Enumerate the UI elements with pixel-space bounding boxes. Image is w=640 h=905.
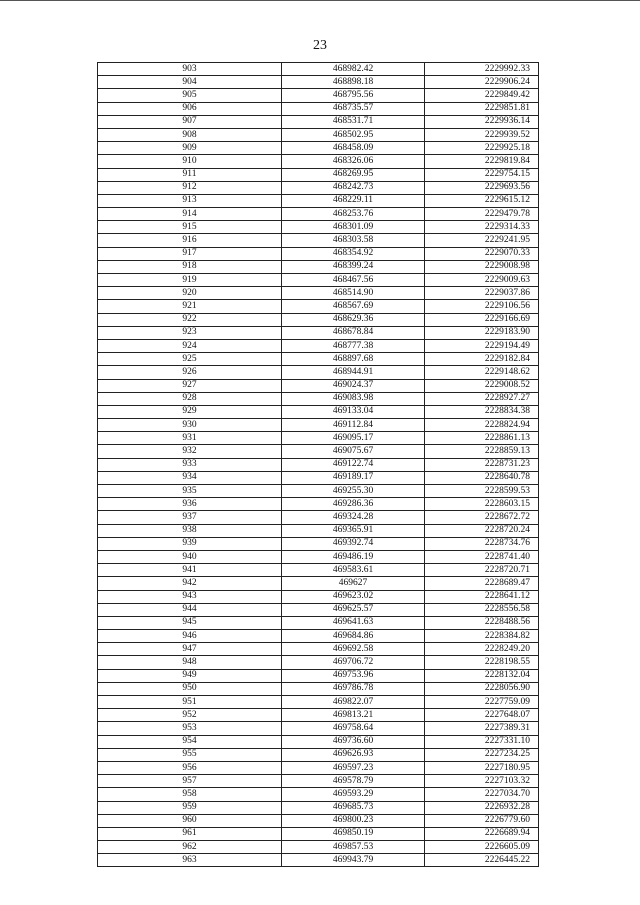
point-number-cell: 904 bbox=[98, 76, 282, 89]
point-number-cell: 947 bbox=[98, 643, 282, 656]
y-coordinate-cell: 2229939.52 bbox=[425, 128, 539, 141]
table-row bbox=[98, 379, 539, 392]
x-coordinate-cell: 469857.53 bbox=[282, 841, 425, 854]
table-row bbox=[98, 128, 539, 141]
table-row bbox=[98, 841, 539, 854]
y-coordinate-cell: 2229106.56 bbox=[425, 300, 539, 313]
point-number-cell: 903 bbox=[98, 63, 282, 76]
y-coordinate-cell: 2229992.33 bbox=[425, 63, 539, 76]
x-coordinate-cell: 469095.17 bbox=[282, 432, 425, 445]
table-row bbox=[98, 630, 539, 643]
x-coordinate-cell: 468467.56 bbox=[282, 274, 425, 287]
table-row bbox=[98, 735, 539, 748]
table-row bbox=[98, 221, 539, 234]
table-row bbox=[98, 511, 539, 524]
point-number-cell: 912 bbox=[98, 181, 282, 194]
table-row bbox=[98, 550, 539, 563]
point-number-cell: 949 bbox=[98, 669, 282, 682]
point-number-cell: 950 bbox=[98, 682, 282, 695]
point-number-cell: 929 bbox=[98, 405, 282, 418]
x-coordinate-cell: 469627 bbox=[282, 577, 425, 590]
x-coordinate-cell: 469189.17 bbox=[282, 471, 425, 484]
table-row bbox=[98, 722, 539, 735]
y-coordinate-cell: 2229906.24 bbox=[425, 76, 539, 89]
point-number-cell: 910 bbox=[98, 155, 282, 168]
y-coordinate-cell: 2228249.20 bbox=[425, 643, 539, 656]
x-coordinate-cell: 468982.42 bbox=[282, 63, 425, 76]
y-coordinate-cell: 2228720.71 bbox=[425, 564, 539, 577]
table-row bbox=[98, 827, 539, 840]
y-coordinate-cell: 2228741.40 bbox=[425, 550, 539, 563]
x-coordinate-cell: 469625.57 bbox=[282, 603, 425, 616]
point-number-cell: 958 bbox=[98, 788, 282, 801]
point-number-cell: 942 bbox=[98, 577, 282, 590]
table-row bbox=[98, 656, 539, 669]
y-coordinate-cell: 2229241.95 bbox=[425, 234, 539, 247]
y-coordinate-cell: 2228672.72 bbox=[425, 511, 539, 524]
y-coordinate-cell: 2228861.13 bbox=[425, 432, 539, 445]
table-row bbox=[98, 432, 539, 445]
y-coordinate-cell: 2229070.33 bbox=[425, 247, 539, 260]
y-coordinate-cell: 2229849.42 bbox=[425, 89, 539, 102]
point-number-cell: 913 bbox=[98, 194, 282, 207]
point-number-cell: 919 bbox=[98, 274, 282, 287]
table-row bbox=[98, 274, 539, 287]
table-row bbox=[98, 339, 539, 352]
x-coordinate-cell: 469786.78 bbox=[282, 682, 425, 695]
y-coordinate-cell: 2229037.86 bbox=[425, 287, 539, 300]
x-coordinate-cell: 469736.60 bbox=[282, 735, 425, 748]
y-coordinate-cell: 2228056.90 bbox=[425, 682, 539, 695]
y-coordinate-cell: 2228824.94 bbox=[425, 419, 539, 432]
point-number-cell: 928 bbox=[98, 392, 282, 405]
y-coordinate-cell: 2228689.47 bbox=[425, 577, 539, 590]
y-coordinate-cell: 2228603.15 bbox=[425, 498, 539, 511]
table-row bbox=[98, 577, 539, 590]
point-number-cell: 935 bbox=[98, 485, 282, 498]
x-coordinate-cell: 469255.30 bbox=[282, 485, 425, 498]
x-coordinate-cell: 468567.69 bbox=[282, 300, 425, 313]
y-coordinate-cell: 2227759.09 bbox=[425, 696, 539, 709]
x-coordinate-cell: 469578.79 bbox=[282, 775, 425, 788]
y-coordinate-cell: 2227389.31 bbox=[425, 722, 539, 735]
y-coordinate-cell: 2229851.81 bbox=[425, 102, 539, 115]
y-coordinate-cell: 2226932.28 bbox=[425, 801, 539, 814]
table-row bbox=[98, 603, 539, 616]
point-number-cell: 930 bbox=[98, 419, 282, 432]
table-row bbox=[98, 616, 539, 629]
x-coordinate-cell: 468354.92 bbox=[282, 247, 425, 260]
table-row bbox=[98, 63, 539, 76]
x-coordinate-cell: 468253.76 bbox=[282, 208, 425, 221]
x-coordinate-cell: 468399.24 bbox=[282, 260, 425, 273]
x-coordinate-cell: 469133.04 bbox=[282, 405, 425, 418]
x-coordinate-cell: 469706.72 bbox=[282, 656, 425, 669]
y-coordinate-cell: 2226689.94 bbox=[425, 827, 539, 840]
point-number-cell: 939 bbox=[98, 537, 282, 550]
point-number-cell: 954 bbox=[98, 735, 282, 748]
x-coordinate-cell: 468531.71 bbox=[282, 115, 425, 128]
x-coordinate-cell: 469486.19 bbox=[282, 550, 425, 563]
y-coordinate-cell: 2228859.13 bbox=[425, 445, 539, 458]
y-coordinate-cell: 2229615.12 bbox=[425, 194, 539, 207]
point-number-cell: 907 bbox=[98, 115, 282, 128]
x-coordinate-cell: 469286.36 bbox=[282, 498, 425, 511]
point-number-cell: 933 bbox=[98, 458, 282, 471]
x-coordinate-cell: 468303.58 bbox=[282, 234, 425, 247]
point-number-cell: 920 bbox=[98, 287, 282, 300]
y-coordinate-cell: 2228488.56 bbox=[425, 616, 539, 629]
x-coordinate-cell: 469583.61 bbox=[282, 564, 425, 577]
x-coordinate-cell: 469392.74 bbox=[282, 537, 425, 550]
y-coordinate-cell: 2228834.38 bbox=[425, 405, 539, 418]
point-number-cell: 916 bbox=[98, 234, 282, 247]
x-coordinate-cell: 469685.73 bbox=[282, 801, 425, 814]
point-number-cell: 924 bbox=[98, 339, 282, 352]
x-coordinate-cell: 468326.06 bbox=[282, 155, 425, 168]
point-number-cell: 905 bbox=[98, 89, 282, 102]
point-number-cell: 941 bbox=[98, 564, 282, 577]
page-number: 23 bbox=[313, 38, 327, 53]
table-row bbox=[98, 445, 539, 458]
table-row bbox=[98, 643, 539, 656]
table-row bbox=[98, 326, 539, 339]
y-coordinate-cell: 2228132.04 bbox=[425, 669, 539, 682]
x-coordinate-cell: 469758.64 bbox=[282, 722, 425, 735]
y-coordinate-cell: 2229008.98 bbox=[425, 260, 539, 273]
x-coordinate-cell: 468629.36 bbox=[282, 313, 425, 326]
y-coordinate-cell: 2229182.84 bbox=[425, 353, 539, 366]
y-coordinate-cell: 2229754.15 bbox=[425, 168, 539, 181]
table-row bbox=[98, 696, 539, 709]
point-number-cell: 951 bbox=[98, 696, 282, 709]
point-number-cell: 934 bbox=[98, 471, 282, 484]
table-row bbox=[98, 142, 539, 155]
y-coordinate-cell: 2227648.07 bbox=[425, 709, 539, 722]
table-row bbox=[98, 194, 539, 207]
point-number-cell: 953 bbox=[98, 722, 282, 735]
table-row bbox=[98, 788, 539, 801]
y-coordinate-cell: 2228731.23 bbox=[425, 458, 539, 471]
x-coordinate-cell: 468502.95 bbox=[282, 128, 425, 141]
table-row bbox=[98, 115, 539, 128]
point-number-cell: 926 bbox=[98, 366, 282, 379]
x-coordinate-cell: 468229.11 bbox=[282, 194, 425, 207]
point-number-cell: 943 bbox=[98, 590, 282, 603]
x-coordinate-cell: 469813.21 bbox=[282, 709, 425, 722]
table-row bbox=[98, 392, 539, 405]
table-row bbox=[98, 801, 539, 814]
x-coordinate-cell: 469075.67 bbox=[282, 445, 425, 458]
table-row bbox=[98, 564, 539, 577]
y-coordinate-cell: 2228384.82 bbox=[425, 630, 539, 643]
x-coordinate-cell: 468458.09 bbox=[282, 142, 425, 155]
point-number-cell: 922 bbox=[98, 313, 282, 326]
point-number-cell: 955 bbox=[98, 748, 282, 761]
y-coordinate-cell: 2228198.55 bbox=[425, 656, 539, 669]
point-number-cell: 944 bbox=[98, 603, 282, 616]
x-coordinate-cell: 468897.68 bbox=[282, 353, 425, 366]
point-number-cell: 940 bbox=[98, 550, 282, 563]
y-coordinate-cell: 2227103.32 bbox=[425, 775, 539, 788]
point-number-cell: 906 bbox=[98, 102, 282, 115]
point-number-cell: 918 bbox=[98, 260, 282, 273]
x-coordinate-cell: 469822.07 bbox=[282, 696, 425, 709]
table-row bbox=[98, 181, 539, 194]
y-coordinate-cell: 2229479.78 bbox=[425, 208, 539, 221]
y-coordinate-cell: 2228927.27 bbox=[425, 392, 539, 405]
y-coordinate-cell: 2229819.84 bbox=[425, 155, 539, 168]
x-coordinate-cell: 469850.19 bbox=[282, 827, 425, 840]
table-row bbox=[98, 208, 539, 221]
x-coordinate-cell: 468242.73 bbox=[282, 181, 425, 194]
table-row bbox=[98, 682, 539, 695]
y-coordinate-cell: 2226445.22 bbox=[425, 854, 539, 867]
x-coordinate-cell: 469122.74 bbox=[282, 458, 425, 471]
x-coordinate-cell: 468735.57 bbox=[282, 102, 425, 115]
table-row bbox=[98, 234, 539, 247]
y-coordinate-cell: 2227234.25 bbox=[425, 748, 539, 761]
point-number-cell: 956 bbox=[98, 761, 282, 774]
y-coordinate-cell: 2229194.49 bbox=[425, 339, 539, 352]
table-row bbox=[98, 405, 539, 418]
point-number-cell: 946 bbox=[98, 630, 282, 643]
point-number-cell: 915 bbox=[98, 221, 282, 234]
point-number-cell: 961 bbox=[98, 827, 282, 840]
y-coordinate-cell: 2229148.62 bbox=[425, 366, 539, 379]
table-row bbox=[98, 775, 539, 788]
table-row bbox=[98, 155, 539, 168]
table-row bbox=[98, 260, 539, 273]
x-coordinate-cell: 469684.86 bbox=[282, 630, 425, 643]
point-number-cell: 927 bbox=[98, 379, 282, 392]
y-coordinate-cell: 2228720.24 bbox=[425, 524, 539, 537]
x-coordinate-cell: 468944.91 bbox=[282, 366, 425, 379]
x-coordinate-cell: 468777.38 bbox=[282, 339, 425, 352]
y-coordinate-cell: 2228734.76 bbox=[425, 537, 539, 550]
table-row bbox=[98, 498, 539, 511]
x-coordinate-cell: 469365.91 bbox=[282, 524, 425, 537]
table-row bbox=[98, 524, 539, 537]
y-coordinate-cell: 2227034.70 bbox=[425, 788, 539, 801]
point-number-cell: 923 bbox=[98, 326, 282, 339]
table-row bbox=[98, 168, 539, 181]
x-coordinate-cell: 469112.84 bbox=[282, 419, 425, 432]
y-coordinate-cell: 2226605.09 bbox=[425, 841, 539, 854]
y-coordinate-cell: 2227180.95 bbox=[425, 761, 539, 774]
y-coordinate-cell: 2228641.12 bbox=[425, 590, 539, 603]
y-coordinate-cell: 2229314.33 bbox=[425, 221, 539, 234]
x-coordinate-cell: 469641.63 bbox=[282, 616, 425, 629]
point-number-cell: 921 bbox=[98, 300, 282, 313]
x-coordinate-cell: 469597.23 bbox=[282, 761, 425, 774]
table-row bbox=[98, 76, 539, 89]
point-number-cell: 911 bbox=[98, 168, 282, 181]
table-row bbox=[98, 300, 539, 313]
point-number-cell: 960 bbox=[98, 814, 282, 827]
table-row bbox=[98, 669, 539, 682]
x-coordinate-cell: 469324.28 bbox=[282, 511, 425, 524]
point-number-cell: 908 bbox=[98, 128, 282, 141]
point-number-cell: 963 bbox=[98, 854, 282, 867]
point-number-cell: 932 bbox=[98, 445, 282, 458]
x-coordinate-cell: 468514.90 bbox=[282, 287, 425, 300]
y-coordinate-cell: 2227331.10 bbox=[425, 735, 539, 748]
table-row bbox=[98, 313, 539, 326]
coordinate-table bbox=[97, 62, 539, 867]
table-row bbox=[98, 471, 539, 484]
point-number-cell: 948 bbox=[98, 656, 282, 669]
table-row bbox=[98, 814, 539, 827]
x-coordinate-cell: 468301.09 bbox=[282, 221, 425, 234]
x-coordinate-cell: 468678.84 bbox=[282, 326, 425, 339]
table-row bbox=[98, 419, 539, 432]
table-row bbox=[98, 485, 539, 498]
y-coordinate-cell: 2226779.60 bbox=[425, 814, 539, 827]
x-coordinate-cell: 469593.29 bbox=[282, 788, 425, 801]
top-rule bbox=[0, 0, 640, 1]
y-coordinate-cell: 2228640.78 bbox=[425, 471, 539, 484]
point-number-cell: 938 bbox=[98, 524, 282, 537]
x-coordinate-cell: 469626.93 bbox=[282, 748, 425, 761]
point-number-cell: 957 bbox=[98, 775, 282, 788]
table-row bbox=[98, 366, 539, 379]
y-coordinate-cell: 2229936.14 bbox=[425, 115, 539, 128]
x-coordinate-cell: 469024.37 bbox=[282, 379, 425, 392]
y-coordinate-cell: 2229925.18 bbox=[425, 142, 539, 155]
x-coordinate-cell: 469692.58 bbox=[282, 643, 425, 656]
x-coordinate-cell: 469623.02 bbox=[282, 590, 425, 603]
table-row bbox=[98, 247, 539, 260]
table-row bbox=[98, 353, 539, 366]
point-number-cell: 936 bbox=[98, 498, 282, 511]
table-row bbox=[98, 709, 539, 722]
table-row bbox=[98, 761, 539, 774]
point-number-cell: 931 bbox=[98, 432, 282, 445]
point-number-cell: 945 bbox=[98, 616, 282, 629]
point-number-cell: 937 bbox=[98, 511, 282, 524]
point-number-cell: 925 bbox=[98, 353, 282, 366]
point-number-cell: 909 bbox=[98, 142, 282, 155]
table-row bbox=[98, 748, 539, 761]
y-coordinate-cell: 2229009.63 bbox=[425, 274, 539, 287]
y-coordinate-cell: 2229166.69 bbox=[425, 313, 539, 326]
point-number-cell: 962 bbox=[98, 841, 282, 854]
y-coordinate-cell: 2228556.58 bbox=[425, 603, 539, 616]
table-row bbox=[98, 287, 539, 300]
x-coordinate-cell: 468795.56 bbox=[282, 89, 425, 102]
point-number-cell: 952 bbox=[98, 709, 282, 722]
table-row bbox=[98, 590, 539, 603]
coordinate-table-body bbox=[98, 63, 539, 867]
x-coordinate-cell: 469800.23 bbox=[282, 814, 425, 827]
x-coordinate-cell: 469943.79 bbox=[282, 854, 425, 867]
point-number-cell: 959 bbox=[98, 801, 282, 814]
table-row bbox=[98, 89, 539, 102]
y-coordinate-cell: 2229693.56 bbox=[425, 181, 539, 194]
x-coordinate-cell: 469083.98 bbox=[282, 392, 425, 405]
table-row bbox=[98, 458, 539, 471]
y-coordinate-cell: 2229008.52 bbox=[425, 379, 539, 392]
table-row bbox=[98, 854, 539, 867]
table-row bbox=[98, 102, 539, 115]
table-row bbox=[98, 537, 539, 550]
y-coordinate-cell: 2228599.53 bbox=[425, 485, 539, 498]
x-coordinate-cell: 468269.95 bbox=[282, 168, 425, 181]
point-number-cell: 914 bbox=[98, 208, 282, 221]
x-coordinate-cell: 468898.18 bbox=[282, 76, 425, 89]
y-coordinate-cell: 2229183.90 bbox=[425, 326, 539, 339]
x-coordinate-cell: 469753.96 bbox=[282, 669, 425, 682]
point-number-cell: 917 bbox=[98, 247, 282, 260]
